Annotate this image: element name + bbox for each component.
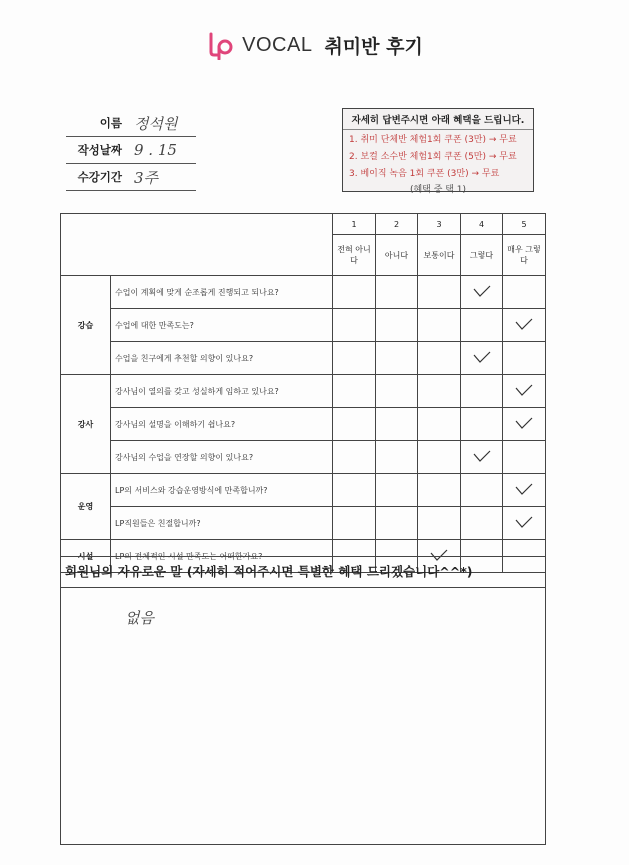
scale-label: 그렇다 (461, 235, 503, 276)
page-title: 취미반 후기 (324, 35, 423, 58)
lp-logo-icon (206, 30, 236, 60)
rating-cell[interactable] (376, 309, 418, 342)
rating-cell[interactable] (461, 276, 503, 309)
period-field[interactable] (66, 164, 196, 191)
rating-cell[interactable] (461, 408, 503, 441)
rating-cell[interactable] (461, 441, 503, 474)
rating-cell[interactable] (333, 309, 376, 342)
survey-table (60, 213, 546, 573)
rating-cell[interactable] (503, 342, 546, 375)
question-text: 수업에 대한 만족도는? (111, 309, 333, 342)
scale-number: 2 (376, 214, 418, 235)
rating-cell[interactable] (461, 507, 503, 540)
benefit-line: 2. 보컬 소수반 체험1회 쿠폰 (5만) → 무료 (349, 152, 517, 162)
rating-cell[interactable] (461, 474, 503, 507)
check-mark-icon (514, 416, 534, 430)
page-header (0, 30, 629, 64)
rating-cell[interactable] (503, 375, 546, 408)
rating-cell[interactable] (418, 342, 461, 375)
check-mark-icon (472, 350, 492, 364)
brand-name: VOCAL (242, 33, 313, 56)
rating-cell[interactable] (503, 474, 546, 507)
benefit-title: 자세히 답변주시면 아래 혜택을 드립니다. (343, 109, 533, 130)
date-value: 9 . 15 (134, 141, 177, 159)
period-label: 수강기간 (77, 170, 122, 184)
scale-label: 전혀 아니다 (333, 235, 376, 276)
check-mark-icon (514, 383, 534, 397)
check-mark-icon (514, 482, 534, 496)
name-value: 정석원 (134, 114, 178, 133)
rating-cell[interactable] (503, 441, 546, 474)
check-mark-icon (472, 284, 492, 298)
benefit-note: (혜택 중 택 1) (409, 185, 467, 195)
logo (206, 30, 423, 60)
question-text: LP의 서비스와 강습운영방식에 만족합니까? (111, 474, 333, 507)
survey-row (61, 276, 546, 309)
survey-row (61, 474, 546, 507)
question-text: 강사님의 수업을 연장할 의향이 있나요? (111, 441, 333, 474)
scale-label: 보통이다 (418, 235, 461, 276)
period-value: 3주 (134, 168, 159, 187)
rating-cell[interactable] (333, 408, 376, 441)
date-field[interactable] (66, 137, 196, 164)
rating-cell[interactable] (418, 408, 461, 441)
question-text: 강사님이 열의를 갖고 성실하게 임하고 있나요? (111, 375, 333, 408)
benefit-line: 1. 취미 단체반 체험1회 쿠폰 (3만) → 무료 (349, 135, 517, 145)
question-text: 수업이 계획에 맞게 순조롭게 진행되고 되나요? (111, 276, 333, 309)
rating-cell[interactable] (503, 507, 546, 540)
question-text: LP직원들은 친절합니까? (111, 507, 333, 540)
rating-cell[interactable] (333, 441, 376, 474)
category-label: 강습 (61, 276, 111, 375)
check-mark-icon (514, 515, 534, 529)
name-label: 이름 (99, 116, 122, 130)
check-mark-icon (472, 449, 492, 463)
question-text: 수업을 친구에게 추천할 의향이 있나요? (111, 342, 333, 375)
survey-row (61, 309, 546, 342)
rating-cell[interactable] (461, 309, 503, 342)
rating-cell[interactable] (418, 507, 461, 540)
survey-row (61, 441, 546, 474)
category-label: 시설 (61, 540, 111, 573)
rating-cell[interactable] (418, 276, 461, 309)
rating-cell[interactable] (461, 342, 503, 375)
rating-cell[interactable] (418, 375, 461, 408)
survey-row (61, 408, 546, 441)
benefit-line: 3. 베이직 녹음 1회 쿠폰 (3만) → 무료 (349, 169, 500, 179)
benefit-box (342, 108, 534, 195)
rating-cell[interactable] (461, 375, 503, 408)
rating-cell[interactable] (376, 507, 418, 540)
rating-cell[interactable] (376, 375, 418, 408)
check-mark-icon (514, 317, 534, 331)
rating-cell[interactable] (376, 474, 418, 507)
free-comment-box[interactable] (60, 556, 546, 845)
scale-number: 5 (503, 214, 546, 235)
survey-row (61, 507, 546, 540)
scale-number: 4 (461, 214, 503, 235)
rating-cell[interactable] (376, 276, 418, 309)
rating-cell[interactable] (333, 342, 376, 375)
scale-label: 매우 그렇다 (503, 235, 546, 276)
rating-cell[interactable] (376, 408, 418, 441)
rating-cell[interactable] (418, 441, 461, 474)
survey-row (61, 375, 546, 408)
date-label: 작성날짜 (77, 143, 122, 157)
rating-cell[interactable] (418, 309, 461, 342)
survey-body (61, 276, 546, 573)
scale-number: 1 (333, 214, 376, 235)
info-fields (66, 110, 196, 191)
rating-cell[interactable] (333, 375, 376, 408)
rating-cell[interactable] (503, 408, 546, 441)
free-comment-handwriting: 없음 (125, 609, 154, 627)
name-field[interactable] (66, 110, 196, 137)
rating-cell[interactable] (376, 441, 418, 474)
rating-cell[interactable] (503, 309, 546, 342)
scale-number: 3 (418, 214, 461, 235)
rating-cell[interactable] (418, 474, 461, 507)
scale-label: 아니다 (376, 235, 418, 276)
rating-cell[interactable] (503, 276, 546, 309)
question-text: 강사님의 설명을 이해하기 쉽나요? (111, 408, 333, 441)
rating-cell[interactable] (333, 276, 376, 309)
rating-cell[interactable] (376, 342, 418, 375)
question-text: LP의 전체적인 시설 만족도는 어떠한가요? (111, 540, 333, 573)
free-comment-title: 회원님의 자유로운 말 (자세히 적어주시면 특별한 혜택 드리겠습니다^^*) (61, 557, 545, 588)
corner-cell (61, 214, 333, 276)
category-label: 운영 (61, 474, 111, 540)
rating-cell[interactable] (333, 507, 376, 540)
survey-row (61, 342, 546, 375)
category-label: 강사 (61, 375, 111, 474)
rating-cell[interactable] (333, 474, 376, 507)
